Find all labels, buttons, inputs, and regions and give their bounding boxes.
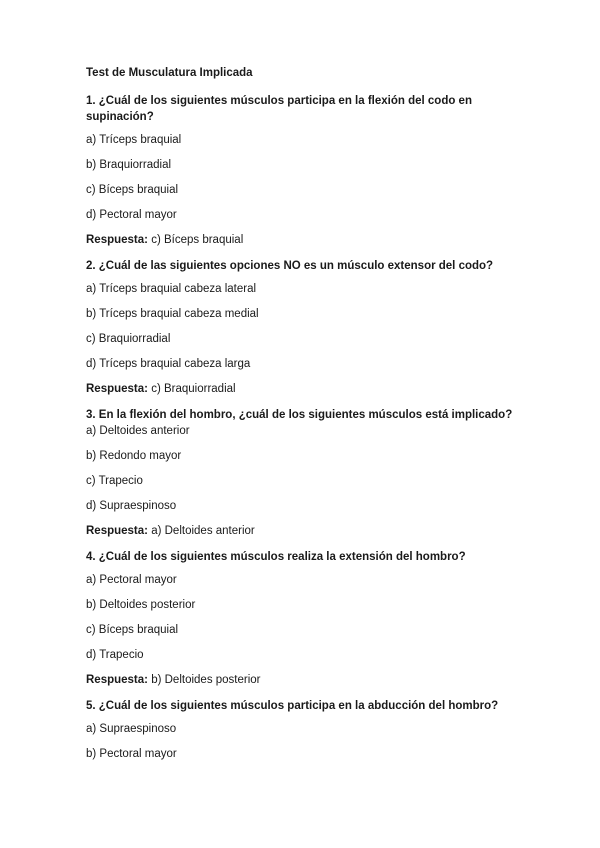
q4-answer-value: b) Deltoides posterior (151, 674, 261, 686)
question-2: 2. ¿Cuál de las siguientes opciones NO es un músculo extensor del codo? (86, 260, 494, 272)
document-page (86, 66, 526, 772)
q2-answer-value: c) Braquiorradial (151, 383, 236, 395)
answer-label: Respuesta: (86, 674, 148, 686)
q3-answer-value: a) Deltoides anterior (151, 525, 255, 537)
q4-option-c: c) Bíceps braquial (86, 624, 179, 636)
q5-option-b: b) Pectoral mayor (86, 748, 177, 760)
q1-option-a: a) Tríceps braquial (86, 134, 182, 146)
q1-option-d: d) Pectoral mayor (86, 209, 177, 221)
q2-option-c: c) Braquiorradial (86, 333, 171, 345)
question-1: 1. ¿Cuál de los siguientes músculos participa en la flexión del codo en supinación? (86, 95, 472, 123)
q1-option-c: c) Bíceps braquial (86, 184, 179, 196)
q4-option-d: d) Trapecio (86, 649, 144, 661)
q4-option-a: a) Pectoral mayor (86, 574, 177, 586)
q1-answer (86, 233, 526, 247)
answer-label: Respuesta: (86, 234, 148, 246)
q1-answer-value: c) Bíceps braquial (151, 234, 244, 246)
question-5: 5. ¿Cuál de los siguientes músculos participa en la abducción del hombro? (86, 700, 499, 712)
question-4: 4. ¿Cuál de los siguientes músculos realiza la extensión del hombro? (86, 551, 466, 563)
q4-option-b: b) Deltoides posterior (86, 599, 196, 611)
q3-option-d: d) Supraespinoso (86, 500, 177, 512)
q2-option-a: a) Tríceps braquial cabeza lateral (86, 283, 257, 295)
q3-option-b: b) Redondo mayor (86, 450, 182, 462)
q3-option-a: a) Deltoides anterior (86, 425, 190, 437)
q2-answer (86, 382, 526, 396)
question-3: 3. En la flexión del hombro, ¿cuál de los siguientes músculos está implicado? (86, 409, 513, 421)
answer-label: Respuesta: (86, 383, 148, 395)
q3-option-c: c) Trapecio (86, 475, 143, 487)
answer-label: Respuesta: (86, 525, 148, 537)
q3-answer (86, 524, 526, 538)
q4-answer (86, 673, 526, 687)
q2-option-b: b) Tríceps braquial cabeza medial (86, 308, 259, 320)
q1-option-b: b) Braquiorradial (86, 159, 172, 171)
document-title: Test de Musculatura Implicada (86, 67, 253, 79)
q5-option-a: a) Supraespinoso (86, 723, 177, 735)
q2-option-d: d) Tríceps braquial cabeza larga (86, 358, 251, 370)
